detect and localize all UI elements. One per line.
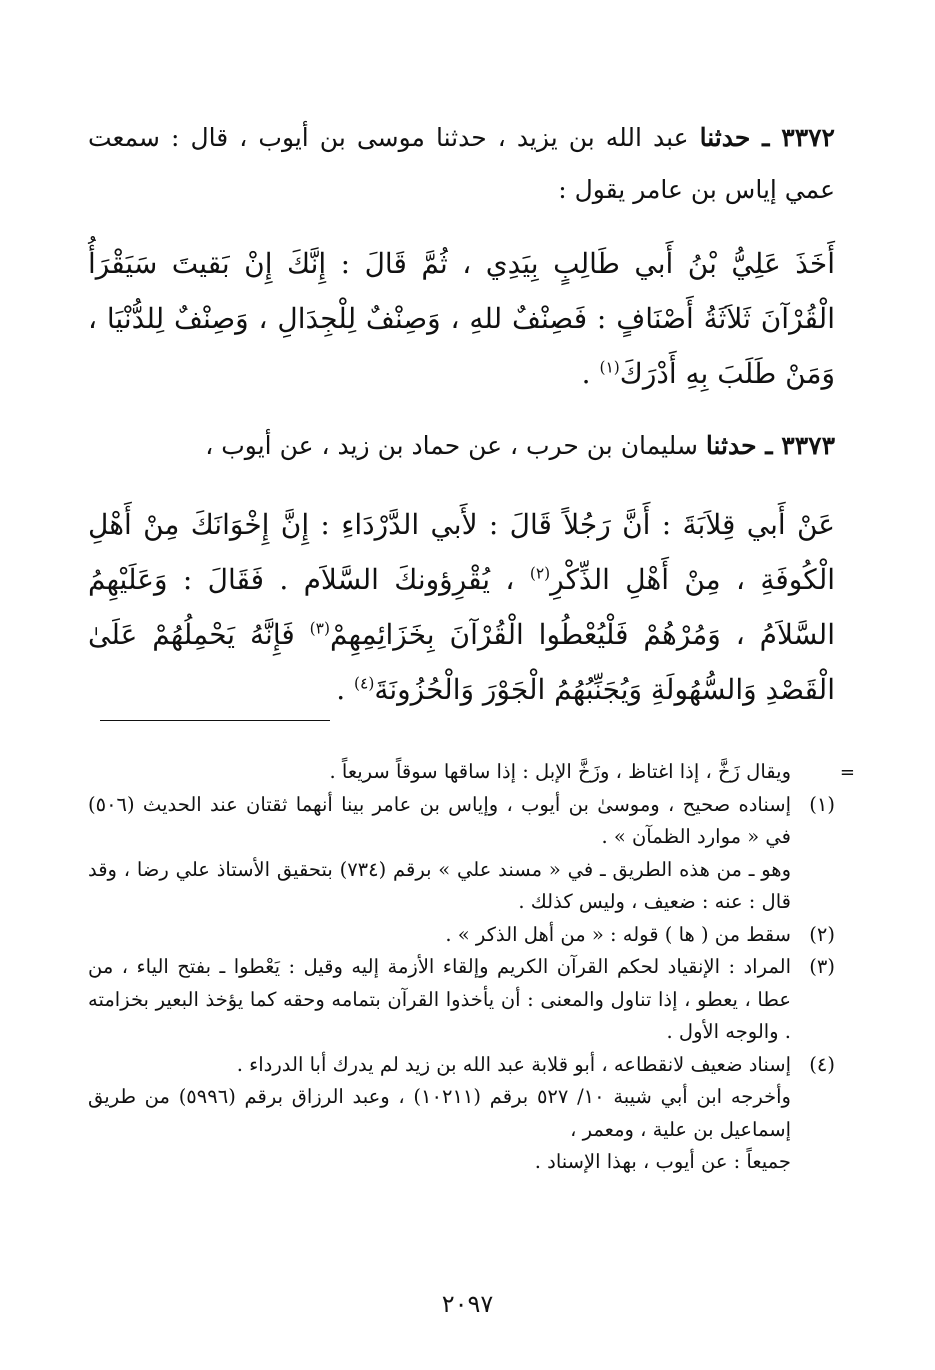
footnote-text: المراد : الإنقياد لحكم القرآن الكريم وإلقاء الأزمة إليه وقيل : يَعْطوا ـ بفتح الياء ، من عطا ، يعطو ، إذا تناول والمعنى : أن يأخذوا القرآن بتمامه وحقه كما يؤخذ البعير بخزامته . والوجه الأول .: [88, 955, 791, 1043]
footnote-text: إسناده صحيح ، وموسىٰ بن أيوب ، وإياس بن عامر بينا أنهما ثقتان عند الحديث (٥٠٦) في « موارد الظمآن » .: [88, 792, 791, 848]
footnote-number: (١): [809, 792, 835, 816]
matn-text: أَخَذَ عَلِيُّ بْنُ أَبي طَالِبٍ بِيَدِي ، ثُمَّ قَالَ : إِنَّكَ إِنْ بَقيتَ سَيَقْرَأُ الْقُرْآنَ ثَلاَثَةُ أَصْنَافٍ : فَصِنْفٌ للهِ ، وَصِنْفٌ لِلْجِدَالِ ، وَصِنْفٌ لِلدُّنْيَا ، وَمَنْ طَلَبَ بِهِ أَدْرَكَ: [88, 247, 835, 390]
hadith-3372-chain: [88, 112, 835, 216]
isnad-text: سليمان بن حرب ، عن حماد بن زيد ، عن أيوب ،: [205, 431, 698, 460]
footnote-ref[interactable]: (١): [599, 358, 620, 377]
footnote-text: إسناد ضعيف لانقطاعه ، أبو قلابة عبد الله بن زيد لم يدرك أبا الدرداء .: [236, 1052, 791, 1076]
hadith-3373-chain: [88, 420, 835, 472]
footnote-continuation: [88, 756, 835, 789]
matn-end: .: [336, 673, 355, 706]
footnote-4: [88, 1049, 835, 1179]
footnote-1: [88, 789, 835, 919]
footnote-text: ويقال زَخَّ ، إذا اغتاظ ، وزَخَّ الإبل : إذا ساقها سوقاً سريعاً .: [329, 760, 791, 783]
hadith-3373-text: [88, 497, 835, 717]
footnote-3: [88, 951, 835, 1049]
hadith-3372-text: [88, 236, 835, 401]
footnote-ref[interactable]: (٢): [529, 564, 551, 583]
footnote-separator: [100, 720, 330, 721]
matn-end: .: [581, 357, 600, 390]
footnote-number: (٢): [809, 922, 835, 946]
footnote-text: سقط من ( ها ) قوله : « من أهل الذكر » .: [445, 922, 791, 946]
matn-text: ، يُقْرِؤونكَ السَّلاَم . فَقَالَ : وَعَلَيْهِمُ السَّلاَمُ ، وَمُرْهُمْ فَلْيُعْطُوا الْقُرْآنَ بِخَزَائِمِهِمْ: [88, 563, 835, 651]
hadith-number: ٣٣٧٣ ـ حدثنا: [705, 431, 835, 460]
hadith-number: ٣٣٧٢ ـ حدثنا: [699, 123, 835, 152]
footnote-text: جميعاً : عن أيوب ، بهذا الإسناد .: [534, 1150, 791, 1173]
footnotes: [88, 756, 835, 1179]
footnote-text: وأخرجه ابن أبي شيبة ١٠/ ٥٢٧ برقم (١٠٢١١) ، وعبد الرزاق برقم (٥٩٩٦) من طريق إسماعيل بن علية ، ومعمر ،: [88, 1085, 791, 1141]
footnote-ref[interactable]: (٣): [309, 619, 330, 638]
isnad-text: عبد الله بن يزيد ، حدثنا موسى بن أيوب ، قال : سمعت عمي إياس بن عامر يقول :: [88, 123, 835, 204]
footnote-ref[interactable]: (٤): [354, 674, 375, 693]
continuation-mark: =: [839, 762, 855, 783]
page-number: ٢٠٩٧: [441, 1290, 494, 1318]
footnote-number: (٤): [809, 1052, 835, 1076]
footnote-number: (٣): [809, 955, 835, 978]
matn-text: فَإِنَّهُ يَحْمِلُهُمْ عَلَىٰ الْقَصْدِ وَالسُّهُولَةِ وَيُجَنِّبُهُمُ الْجَوْرَ وَالْحُزُونَةَ: [88, 618, 835, 706]
footnote-text: وهو ـ من هذه الطريق ـ في « مسند علي » برقم (٧٣٤) بتحقيق الأستاذ علي رضا ، وقد قال : عنه : ضعيف ، وليس كذلك .: [88, 857, 792, 913]
footnote-2: [88, 919, 835, 952]
matn-text: عَنْ أَبي قِلاَبَةَ : أَنَّ رَجُلاً قَالَ : لأَبي الدَّرْدَاءِ : إِنَّ إِخْوَانَكَ مِنْ أَهْلِ الْكُوفَةِ ، مِنْ أَهْلِ الذِّكْرِ: [88, 508, 836, 596]
